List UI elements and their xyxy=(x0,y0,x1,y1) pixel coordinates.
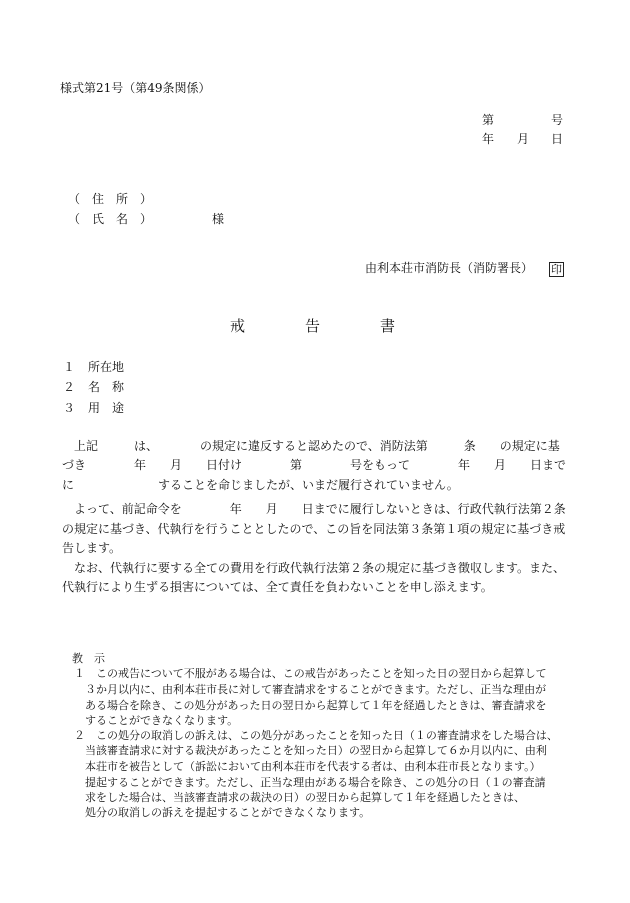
address-label: （ 住 所 ） xyxy=(68,192,153,206)
document-number-prefix: 第 xyxy=(482,113,495,127)
honorific: 様 xyxy=(212,212,225,226)
name-label: （ 氏 名 ） xyxy=(68,212,153,226)
form-reference: 様式第21号（第49条関係） xyxy=(60,81,211,95)
notice-line: ある場合を除き、この処分があった日の翌日から起算して１年を経過したときは、審査請求を xyxy=(74,699,547,712)
body-line: の規定に基づき、代執行を行うこととしたので、この旨を同法第３条第１項の規定に基づき戒 xyxy=(62,522,566,536)
notice-line: １ この戒告について不服がある場合は、この戒告があったことを知った日の翌日から起算して xyxy=(74,667,547,680)
body-line: に することを命じましたが、いまだ履行されていません。 xyxy=(62,478,459,492)
item-label-name: 名 称 xyxy=(88,380,125,394)
seal-mark: 印 xyxy=(551,263,562,276)
body-line: なお、代執行に要する全ての費用を行政代執行法第２条の規定に基づき徴収します。また、 xyxy=(62,561,566,575)
body-line: よって、前記命令を 年 月 日までに履行しないときは、行政代執行法第２条 xyxy=(62,502,566,516)
notice-heading: 教 示 xyxy=(72,652,105,665)
notice-line: することができなくなります。 xyxy=(74,714,239,727)
notice-line: 当該審査請求に対する裁決があったことを知った日）の翌日から起算して６か月以内に、由利 xyxy=(74,744,547,757)
body-line: づき 年 月 日付け 第 号をもって 年 月 日まで xyxy=(62,458,567,472)
notice-line: ２ この処分の取消しの訴えは、この処分があったことを知った日（１の審査請求をした場合は、 xyxy=(74,729,558,742)
document-number-suffix: 号 xyxy=(551,113,564,127)
item-number: ２ xyxy=(63,380,76,394)
item-label-location: 所在地 xyxy=(88,360,125,374)
notice-line: ３か月以内に、由利本荘市長に対して審査請求をすることができます。ただし、正当な理由が xyxy=(74,683,547,696)
body-line: 代執行により生ずる損害については、全て責任を負わないことを申し添えます。 xyxy=(62,580,493,594)
item-label-usage: 用 途 xyxy=(88,401,125,415)
official-seal xyxy=(549,258,564,277)
body-line: 告します。 xyxy=(62,541,122,555)
item-number: ３ xyxy=(63,401,76,415)
body-line: 上記 は、 の規定に違反すると認めたので、消防法第 条 の規定に基 xyxy=(62,439,560,453)
date-day: 日 xyxy=(551,132,564,146)
date-month: 月 xyxy=(517,132,530,146)
notice-line: 求をした場合は、当該審査請求の裁決の日）の翌日から起算して１年を経過したときは、 xyxy=(74,791,525,804)
notice-line: 本荘市を被告として（訴訟において由利本荘市を代表する者は、由利本荘市長となります。） xyxy=(74,760,541,773)
document-title: 戒 告 書 xyxy=(230,317,396,335)
issuer-name: 由利本荘市消防長（消防署長） xyxy=(365,261,534,275)
notice-line: 提起することができます。ただし、正当な理由がある場合を除き、この処分の日（１の審査請 xyxy=(74,776,546,789)
notice-line: 処分の取消しの訴えを提起することができなくなります。 xyxy=(74,806,371,819)
item-number: １ xyxy=(63,360,76,374)
date-year: 年 xyxy=(482,132,495,146)
